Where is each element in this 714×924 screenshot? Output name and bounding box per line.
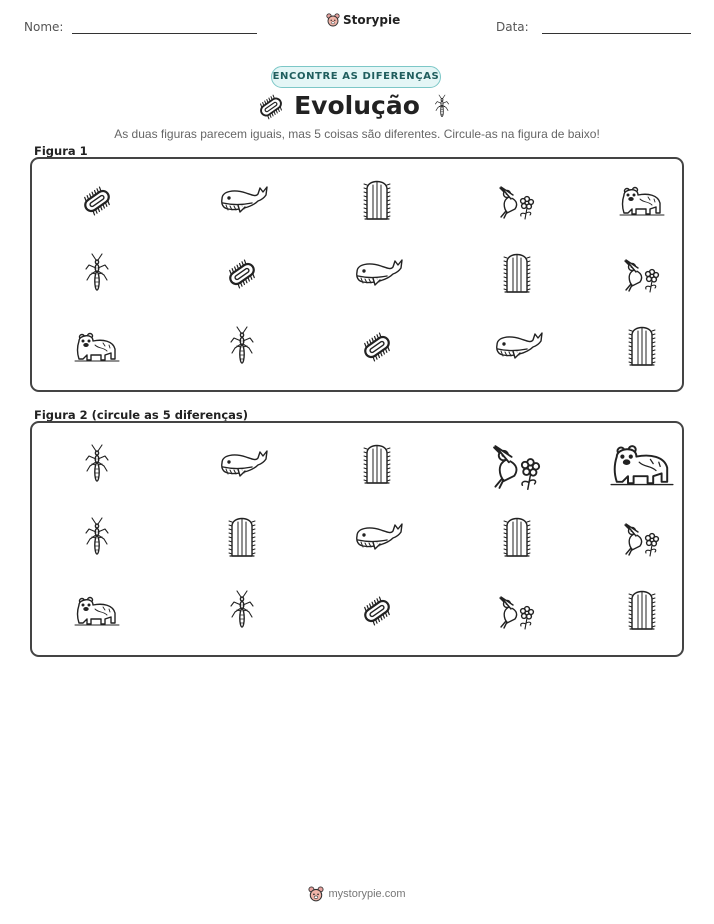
brand-logo <box>326 13 400 27</box>
fig1-whale-icon <box>177 163 307 238</box>
date-label: Data: <box>496 20 529 34</box>
fig1-hummingbird-icon <box>452 163 582 238</box>
fig2-whale-icon[interactable] <box>312 500 442 575</box>
fig2-insect-icon[interactable] <box>32 500 162 575</box>
fig1-bacteria-icon <box>177 236 307 311</box>
fig2-hummingbird-icon[interactable] <box>577 500 707 575</box>
fig2-whale-icon[interactable] <box>177 427 307 502</box>
fig1-cactus-icon <box>312 163 442 238</box>
fig1-cactus-icon <box>577 309 707 384</box>
figure1-label: Figura 1 <box>34 144 88 158</box>
fig2-bear-icon[interactable] <box>32 573 162 648</box>
fig2-cactus-icon[interactable] <box>177 500 307 575</box>
figure2-panel[interactable] <box>30 421 684 657</box>
fig1-bacteria-icon <box>32 163 162 238</box>
storypie-bear-icon <box>308 886 324 902</box>
fig1-insect-icon <box>32 236 162 311</box>
fig2-cactus-icon[interactable] <box>577 573 707 648</box>
fig1-bacteria-icon <box>312 309 442 384</box>
fig2-cactus-icon[interactable] <box>452 500 582 575</box>
fig2-insect-icon[interactable] <box>32 427 162 502</box>
fig1-whale-icon <box>452 309 582 384</box>
figure2-label: Figura 2 (circule as 5 diferenças) <box>34 408 249 422</box>
fig1-bear-icon <box>577 163 707 238</box>
footer <box>0 886 714 902</box>
fig1-bear-icon <box>32 309 162 384</box>
fig1-hummingbird-icon <box>577 236 707 311</box>
fig1-whale-icon <box>312 236 442 311</box>
instructions: As duas figuras parecem iguais, mas 5 coisas são diferentes. Circule-as na figura de baixo! <box>114 127 600 141</box>
page-title: Evolução <box>294 91 420 120</box>
fig2-bear-icon[interactable] <box>577 427 707 502</box>
activity-badge: ENCONTRE AS DIFERENÇAS <box>271 66 441 88</box>
figure1-panel <box>30 157 684 392</box>
insect-icon <box>430 93 454 126</box>
fig2-cactus-icon[interactable] <box>312 427 442 502</box>
name-label: Nome: <box>24 20 64 34</box>
storypie-bear-icon <box>326 13 340 27</box>
brand-name: Storypie <box>343 13 401 27</box>
name-line[interactable] <box>72 33 257 34</box>
footer-url: mystorypie.com <box>328 888 406 900</box>
fig1-cactus-icon <box>452 236 582 311</box>
fig2-bacteria-icon[interactable] <box>312 573 442 648</box>
fig2-hummingbird-icon[interactable] <box>452 427 582 502</box>
fig2-hummingbird-icon[interactable] <box>452 573 582 648</box>
date-line[interactable] <box>542 33 691 34</box>
fig2-insect-icon[interactable] <box>177 573 307 648</box>
fig1-insect-icon <box>177 309 307 384</box>
